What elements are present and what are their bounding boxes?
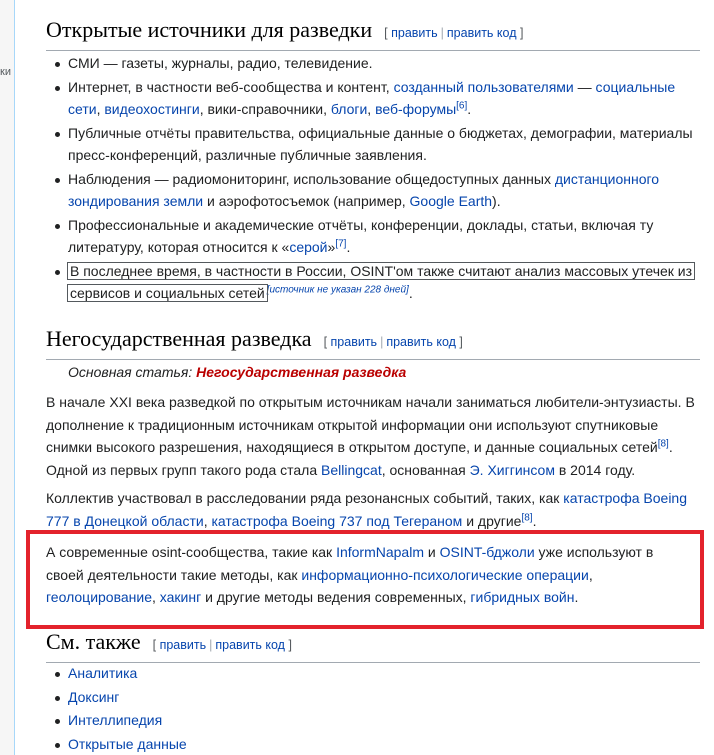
list-item xyxy=(46,733,702,755)
main-article-hatnote: Основная статья: Негосударственная разведка xyxy=(68,364,407,380)
paragraph-highlighted: А современные osint-сообщества, такие как InformNapalm и OSINT-бджоли уже используют в своей деятельности такие методы, как информационно-психологические операции, геолоцирование, хакинг и другие методы ведения современных, гибридных войн. xyxy=(46,544,654,605)
reference-8[interactable]: [8] xyxy=(521,511,533,523)
edit-section: [ править | править код ] xyxy=(152,638,292,652)
edit-link[interactable]: править xyxy=(391,26,438,40)
see-also-link[interactable]: Аналитика xyxy=(68,665,138,681)
highlighted-text: В последнее время, в частности в России, OSINT'ом также считают анализ массовых утечек из xyxy=(70,262,693,279)
link-google-earth[interactable]: Google Earth xyxy=(409,193,493,209)
citation-needed-link[interactable]: [источник не указан 228 дней] xyxy=(266,284,409,296)
list-item xyxy=(46,709,702,732)
link-geolocation[interactable]: геолоцирование xyxy=(46,589,152,605)
link-psyops[interactable]: информационно-психологические операции xyxy=(301,566,589,583)
link-web-forums[interactable]: веб-форумы xyxy=(375,101,457,117)
link-boeing-777[interactable]: катастрофа Boeing 777 в Донецкой области xyxy=(46,490,688,529)
edit-code-link[interactable]: править код xyxy=(386,335,456,349)
see-also-list xyxy=(46,662,702,755)
sources-list xyxy=(46,52,702,305)
section-title: Открытые источники для разведки xyxy=(46,17,373,42)
reference-6[interactable]: [6] xyxy=(456,100,468,112)
list-item: Профессиональные и академические отчёты, конференции, доклады, статьи, включая ту литературу, которая относится к «серой»[7]. xyxy=(46,214,702,259)
edit-link[interactable]: править xyxy=(330,335,378,349)
red-highlight-box xyxy=(26,530,704,629)
link-grey-literature[interactable]: серой xyxy=(289,239,328,255)
link-blogs[interactable]: блоги xyxy=(330,101,368,117)
link-higgins[interactable]: Э. Хиггинсом xyxy=(469,461,555,478)
list-item xyxy=(46,662,702,685)
section-heading-open-sources xyxy=(46,16,700,51)
list-item: Интернет, в частности веб-сообщества и контент, созданный пользователями — социальные сети, видеохостинги, вики-справочники, блоги, веб-форумы[6]. xyxy=(46,76,702,121)
list-item: В последнее время, в частности в России, OSINT'ом также считают анализ массовых утечек из сервисов и социальных сетей [источник не указан 228 дней]. xyxy=(46,260,702,305)
edit-section: [ править | править код ] xyxy=(384,26,524,40)
sidebar-fragment: ки xyxy=(0,66,11,78)
highlighted-text: сервисов и социальных сетей xyxy=(70,285,265,301)
section-heading-nongov-intelligence xyxy=(46,325,700,360)
link-remote-sensing[interactable]: дистанционного зондирования земли xyxy=(68,170,660,209)
list-item: Публичные отчёты правительства, официальные данные о бюджетах, демографии, материалы пресс-конференций, различные публичные заявления. xyxy=(46,122,702,167)
link-informnapalm[interactable]: InformNapalm xyxy=(336,544,424,560)
paragraph: Коллектив участвовал в расследовании ряда резонансных событий, таких, как катастрофа Boeing 777 в Донецкой области, катастрофа Boeing 737 под Тегераном и другие[8]. xyxy=(46,490,688,529)
paragraph: В начале XXI века разведкой по открытым источникам начали заниматься любители-энтузиасты. В дополнение к традиционным источникам открытой информации они используют спутниковые снимки высокого разрешения, находящиеся в открытом доступе, и данные социальных сетей[8]. Одной из первых групп такого рода стала Bellingcat, основанная Э. Хиггинсом в 2014 году. xyxy=(46,394,695,478)
list-item: СМИ — газеты, журналы, радио, телевидение. xyxy=(46,52,702,75)
link-bellingcat[interactable]: Bellingcat xyxy=(321,461,382,478)
link-social[interactable]: социальные xyxy=(595,78,676,95)
link-video-hosting[interactable]: видеохостинги xyxy=(104,101,200,117)
edit-section: [ править | править код ] xyxy=(323,335,463,349)
main-article-link[interactable]: Негосударственная разведка xyxy=(196,364,407,380)
section-title: Негосударственная разведка xyxy=(46,326,312,351)
section-heading-see-also xyxy=(46,628,700,663)
left-sidebar xyxy=(0,0,15,755)
link-networks[interactable]: сети xyxy=(68,101,97,117)
edit-link[interactable]: править xyxy=(159,638,207,652)
link-user-generated[interactable]: созданный пользователями xyxy=(393,78,574,95)
list-item: Наблюдения — радиомониторинг, использование общедоступных данных дистанционного зондирования земли и аэрофотосъемок (например, Google Earth). xyxy=(46,168,702,213)
link-hacking[interactable]: хакинг xyxy=(159,589,202,605)
list-item xyxy=(46,686,702,709)
link-hybrid-wars[interactable]: гибридных войн xyxy=(470,589,575,605)
edit-code-link[interactable]: править код xyxy=(446,26,517,40)
link-osint-bees[interactable]: OSINT-бджоли xyxy=(439,544,535,560)
edit-code-link[interactable]: править код xyxy=(215,638,285,652)
see-also-link[interactable]: Доксинг xyxy=(68,688,120,705)
see-also-link[interactable]: Открытые данные xyxy=(68,735,187,752)
see-also-link[interactable]: Интеллипедия xyxy=(68,712,163,728)
reference-8[interactable]: [8] xyxy=(657,438,669,450)
reference-7[interactable]: [7] xyxy=(335,238,347,250)
section-title: См. также xyxy=(46,629,141,654)
link-boeing-737[interactable]: катастрофа Boeing 737 под Тегераном xyxy=(211,512,463,529)
